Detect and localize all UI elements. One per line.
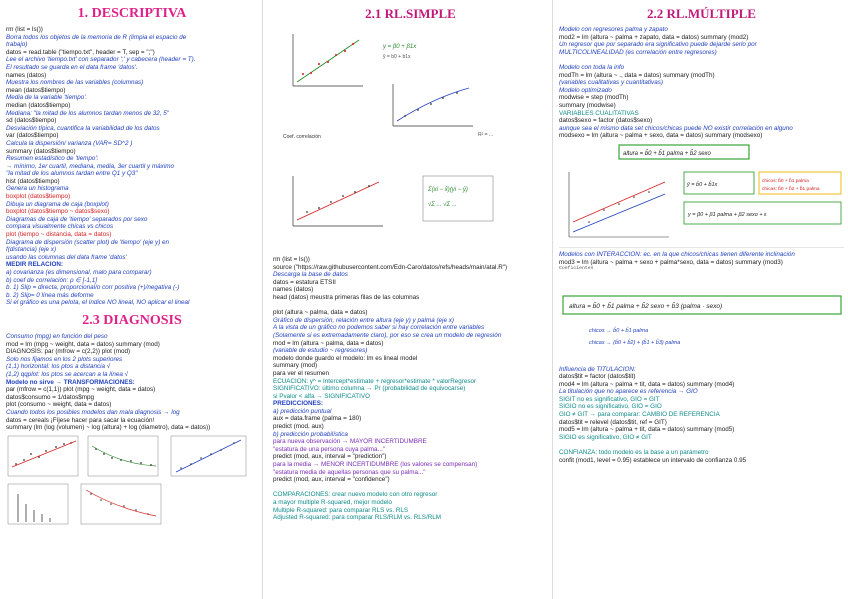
note-line: Cuando todos los posibles modelos dan mala diagnosis → log xyxy=(6,408,180,416)
note-line: Influencia de TITULACIÓN: xyxy=(559,365,636,373)
note-line: plot (tiempo ~ distancia, data = datos) xyxy=(6,231,112,239)
note-line: El resultado se guarda en el data frame 'datos'. xyxy=(6,63,138,71)
note-line xyxy=(559,441,844,449)
svg-text:ŷ = b0 + b1x: ŷ = b0 + b1x xyxy=(383,54,411,60)
note-line xyxy=(273,484,548,492)
note-line: Desviación típica, cuantifica la variabilidad de los datos xyxy=(6,124,160,132)
section-title-diagnosis: 2.3 DIAGNOSIS xyxy=(82,312,182,328)
note-line: COMPARACIONES: crear nuevo modelo con otro regresor xyxy=(273,491,438,499)
note-line: para ver el resumen xyxy=(273,369,329,377)
coefficients-table xyxy=(559,266,844,271)
descriptiva-notes xyxy=(6,26,258,307)
note-line: summary (modwise) xyxy=(559,101,616,109)
note-line: b. 2) Slip= 0 línea más deforme xyxy=(6,291,94,299)
note-line: modsexo = lm (altura ~ palma + sexo, data = datos) summary (modsexo) xyxy=(559,132,763,140)
note-line: a) predicción puntual xyxy=(273,407,332,415)
note-line: Lee el archivo 'tiempo.txt' con separador ';' y cabecera (header = T). xyxy=(6,56,196,64)
note-line: (Solamente si es extremadamente claro), por eso se crea un modelo de regresión xyxy=(273,331,502,339)
note-line: Resumen estadístico de 'tiempo': xyxy=(6,155,99,163)
note-line: Modelo no sirve → TRANSFORMACIONES: xyxy=(6,378,135,386)
note-line: datos = cereals ¡Fíjese hacer para sacar la ecuación! xyxy=(6,416,155,424)
column-rl-multiple xyxy=(552,0,848,599)
rl-multiple-notes xyxy=(559,26,844,140)
section-title-rl-simple: 2.1 RL.SIMPLE xyxy=(365,6,456,21)
note-line: boxplot (datos$tiempo) xyxy=(6,193,71,201)
note-line: ECUACIÓN: y^ = Intercept*estimate + regresor*estimate * valorRegresor xyxy=(273,377,477,385)
note-line: SIGNIFICATIVO: último columna → Pr (probabilidad de equivocarse) xyxy=(273,385,466,393)
note-line: DIAGNOSIS: par (mfrow = c(2,2)) plot (mod) xyxy=(6,348,131,356)
note-line: datos$tit = relevel (datos$tit, ref = GIT) xyxy=(559,418,667,426)
note-line: VARIABLES CUALITATIVAS xyxy=(559,109,639,117)
svg-text:altura = b̂0 + b̂1 palma + b̂2: altura = b̂0 + b̂1 palma + b̂2 sexo + b̂3 (palma · sexo) xyxy=(569,302,723,310)
note-line: plot (altura ~ palma, data = datos) xyxy=(273,309,368,317)
svg-text:chicos: b̂0 + b̂1 palma: chicos: b̂0 + b̂1 palma xyxy=(762,178,809,184)
note-line: boxplot (datos$tiempo ~ datos$sexo) xyxy=(6,208,110,216)
diagnosis-notes xyxy=(6,333,258,432)
note-line: SIGIT no es significativo, GIO = GIT xyxy=(559,395,660,403)
svg-text:ŷ = b̂0 + b̂1x: ŷ = b̂0 + b̂1x xyxy=(687,181,718,188)
note-line: predict (mod, aux) xyxy=(273,423,324,431)
note-line: confit (mod1, level = 0.95) establece un intervalo de confianza 0.95 xyxy=(559,456,747,464)
note-line: aux = data.frame (palma = 180) xyxy=(273,415,362,423)
note-line: head (datos) meustra primeras filas de las columnas xyxy=(273,293,420,301)
note-line: (variables cualitativas y cuantitativas) xyxy=(559,79,663,87)
note-line: mod5 = lm (altura ~ palma + tit, data = datos) summary (mod5) xyxy=(559,426,735,434)
note-line: CONFIANZA: todo modelo es la base a un parámetro xyxy=(559,449,709,457)
note-line: (1,1) horizontal: los ptos a distancia √ xyxy=(6,363,111,371)
note-line: "la mitad de los alumnos tardan entre Q1 y Q3" xyxy=(6,170,138,178)
note-line: Muestra los nombres de las variables (columnas) xyxy=(6,79,144,87)
note-line: (variable de estudio ~ regresores) xyxy=(273,347,368,355)
svg-text:chicas → (b̂0 + b̂2) + (b̂1 +: chicas → (b̂0 + b̂2) + (b̂1 + b̂3) palma xyxy=(589,339,681,346)
note-line: source ("https://raw.githubusercontent.com/Edn-Caro/datos/refs/heads/main/atal.R") xyxy=(273,263,508,271)
note-line: Calcula la dispersión/ varianza (VAR= SD^2 ) xyxy=(6,139,133,147)
svg-text:R² = ...: R² = ... xyxy=(478,132,494,138)
note-line: Genera un histograma xyxy=(6,185,69,193)
note-line: A la vista de un gráfico no podemos saber si hay correlación entre variables xyxy=(273,324,485,332)
note-line: modTh = lm (altura ~ ., data = datos) summary (modTh) xyxy=(559,71,715,79)
note-line xyxy=(559,56,844,64)
note-line: mod2 = lm (altura ~ palma + zapato, data = datos) summary (mod2) xyxy=(559,33,749,41)
svg-text:√Σ ... √Σ ...: √Σ ... √Σ ... xyxy=(428,202,457,208)
note-line: Modelo con regresores palma y zapato xyxy=(559,26,668,33)
note-line: names (datos) xyxy=(6,71,47,79)
note-line: b) coef de correlación: ρ ∈ [-1,1] xyxy=(6,276,97,284)
note-line: trabajo) xyxy=(6,41,28,49)
note-line: f(distancia) (eje x) xyxy=(6,246,57,254)
rl-simple-notes xyxy=(273,256,548,522)
note-line: b. 1) Slip = directa, proporcional/o corr positiva (+)/negativa (-) xyxy=(6,284,180,292)
note-line: modelo donde guardo el modelo: lm es lineal model xyxy=(273,354,418,362)
note-line: La titulación que no aparece es referencia → GIO xyxy=(559,388,698,396)
note-line: usando las columnas del data frame 'datos' xyxy=(6,253,127,261)
note-line: summary (mod) xyxy=(273,362,318,370)
note-line: aunque sea el mismo data set chicos/chicas puede NO existir correlación en alguno xyxy=(559,124,793,132)
note-line: mod = lm (altura ~ palma, data = datos) xyxy=(273,339,384,347)
interaction-equation xyxy=(559,274,844,364)
note-line: datos = read.table ("tiempo.txt", header = T, sep = ";") xyxy=(6,48,155,56)
note-line: "estatura de una persona cuya palma..." xyxy=(273,445,385,453)
note-line: modwise = step (modTh) xyxy=(559,94,629,102)
note-line: median (datos$tiempo) xyxy=(6,101,71,109)
note-line: SIGIO es significativo, GIO ≠ GIT xyxy=(559,433,652,441)
note-line: mod4 = lm (altura ~ palma + tit, data = datos) summary (mod4) xyxy=(559,380,735,388)
note-line: Modelo con toda la info xyxy=(559,63,625,71)
note-line: Multiple R-squared: para comparar RLS vs. RLS xyxy=(273,506,409,514)
note-line: mod3 = lm (altura ~ palma + sexo + palma*sexo, data = datos) summary (mod3) xyxy=(559,258,783,266)
note-line: Un regresor que por separado era significativo puede dejarde serlo por xyxy=(559,41,757,49)
note-line: si Pvalor < alfa → SIGNIFICATIVO xyxy=(273,392,370,400)
note-line: compara visualmente chicas vs chicos xyxy=(6,223,114,231)
multiple-regression-sketches xyxy=(559,142,844,244)
note-line: GIO ≠ GIT → para comparar: CAMBIO DE REFERENCIA xyxy=(559,411,720,419)
column-descriptiva xyxy=(0,0,262,599)
note-line: a mayor multiple R-squared, mejor modelo xyxy=(273,499,392,506)
titulacion-notes xyxy=(559,366,844,465)
note-line xyxy=(273,302,548,310)
svg-text:chicas: b̂0 + b̂2 + b̂1 palma: chicas: b̂0 + b̂2 + b̂1 palma xyxy=(762,186,820,192)
svg-text:Σ(xi − x̄)(yi − ȳ): Σ(xi − x̄)(yi − ȳ) xyxy=(428,187,468,193)
note-line: para la media → MENOR INCERTIDUMBRE (los valores se compensan) xyxy=(273,461,478,469)
note-line: summary (datos$tiempo) xyxy=(6,147,76,155)
note-line: datos = estatura ETSII xyxy=(273,278,336,286)
note-line: var (datos$tiempo) xyxy=(6,132,59,140)
note-line: SIGIO no es significativo, GIO = GIO xyxy=(559,403,662,411)
note-line: rm (list = ls()) xyxy=(273,256,310,263)
note-line: MULTICOLINEALIDAD (es correlación entre regresores) xyxy=(559,48,717,56)
note-line: predict (mod, aux, interval = "prediction") xyxy=(273,453,387,461)
svg-text:Coef. correlación: Coef. correlación xyxy=(283,134,321,140)
note-line: Mediana: "la mitad de los alumnos tardan menos de 32, 5" xyxy=(6,109,170,117)
note-line: datos$consumo = 1/datos$mpg xyxy=(6,393,95,401)
column-rl-simple xyxy=(262,0,552,599)
note-line: par (mfrow = c(1,1)) plot (mpg ~ weight, data = datos) xyxy=(6,386,156,394)
note-line: datos$tit = factor (datos$tit) xyxy=(559,373,636,381)
note-line: names (datos) xyxy=(273,286,314,294)
note-line: Borra todos los objetos de la memoria de R (limpia el espacio de xyxy=(6,33,187,41)
section-title-descriptiva: 1. DESCRIPTIVA xyxy=(77,6,187,21)
svg-text:y = β0 + β1x: y = β0 + β1x xyxy=(383,44,417,50)
note-line: Descarga la base de datos xyxy=(273,271,348,279)
note-line: (1,2) qqplot: los ptos se acercan a la línea √ xyxy=(6,370,129,378)
note-line: hist (datos$tiempo) xyxy=(6,177,60,185)
note-line: summary (lm (log (volumen) ~ log (altura) + log (diametro), data = datos)) xyxy=(6,424,211,432)
note-line: Diagramas de caja de 'tiempo' separados por sexo xyxy=(6,215,148,223)
note-line: → mínimo, 1er cuartil, mediana, media, 3er cuartil y máximo xyxy=(6,162,174,170)
svg-text:y = β0 + β1 palma + β2 sexo +: y = β0 + β1 palma + β2 sexo + ε xyxy=(688,211,767,218)
note-line: MEDIR RELACIÓN: xyxy=(6,261,64,269)
note-line: predict (mod, aux, interval = "confidence") xyxy=(273,476,390,484)
regression-sketches xyxy=(273,26,548,254)
note-line: mod = lm (mpg ~ weight, data = datos) summary (mod) xyxy=(6,340,160,348)
note-line: Dibuja un diagrama de caja (boxplot) xyxy=(6,200,109,208)
note-line: sd (datos$tiempo) xyxy=(6,117,57,125)
section-title-rl-multiple: 2.2 RL.MÚLTIPLE xyxy=(647,6,756,21)
note-line: rm (list = ls()) xyxy=(6,26,43,33)
note-line: Consumo (mpg) en función del peso xyxy=(6,332,108,340)
diagnosis-plots xyxy=(6,434,258,529)
note-line: Modelo optimizado xyxy=(559,86,612,94)
note-line: Modelos con INTERACCIÓN: ec. en la que chicos/chicas tienen diferente inclinación xyxy=(559,250,795,258)
note-line: Solo nos fijamos en los 2 plots superiores xyxy=(6,355,123,363)
note-line: Media de la variable 'tiempo'. xyxy=(6,94,88,102)
note-line: a) covarianza (es dimensional, malo para comparar) xyxy=(6,269,152,276)
note-line: Diagrama de dispersión (scatter plot) de 'tiempo' (eje y) en xyxy=(6,238,170,246)
note-line: mean (datos$tiempo) xyxy=(6,86,66,94)
note-line: plot (consumo ~ weight, data = datos) xyxy=(6,401,112,409)
note-line: Adjusted R-squared: para comparar RLS/RLM vs. RLS/RLM xyxy=(273,514,441,522)
note-line: Gráfico de dispersión, relación entre altura (eje y) y palma (eje x) xyxy=(273,316,454,324)
note-line: datos$sexo = factor (datos$sexo) xyxy=(559,117,653,125)
note-line: "estatura media de aquellas personas que su palma..." xyxy=(273,468,426,476)
interaction-notes xyxy=(559,251,844,266)
svg-text:chicos → b̂0 + b̂1 palma: chicos → b̂0 + b̂1 palma xyxy=(589,327,649,334)
svg-text:altura = b̂0 + b̂1 palma + b̂2: altura = b̂0 + b̂1 palma + b̂2 sexo xyxy=(623,150,711,157)
note-line: b) predicción probabilística xyxy=(273,430,348,438)
note-line: para nueva observación → MAYOR INCERTIDUMBRE xyxy=(273,438,427,446)
note-line: Si el gráfico es una pelota, el índice NO lineal, NO aplicar el lineal xyxy=(6,299,190,307)
coef-label: Coeficientes xyxy=(559,266,594,272)
note-line: PREDICCIONES: xyxy=(273,400,324,408)
